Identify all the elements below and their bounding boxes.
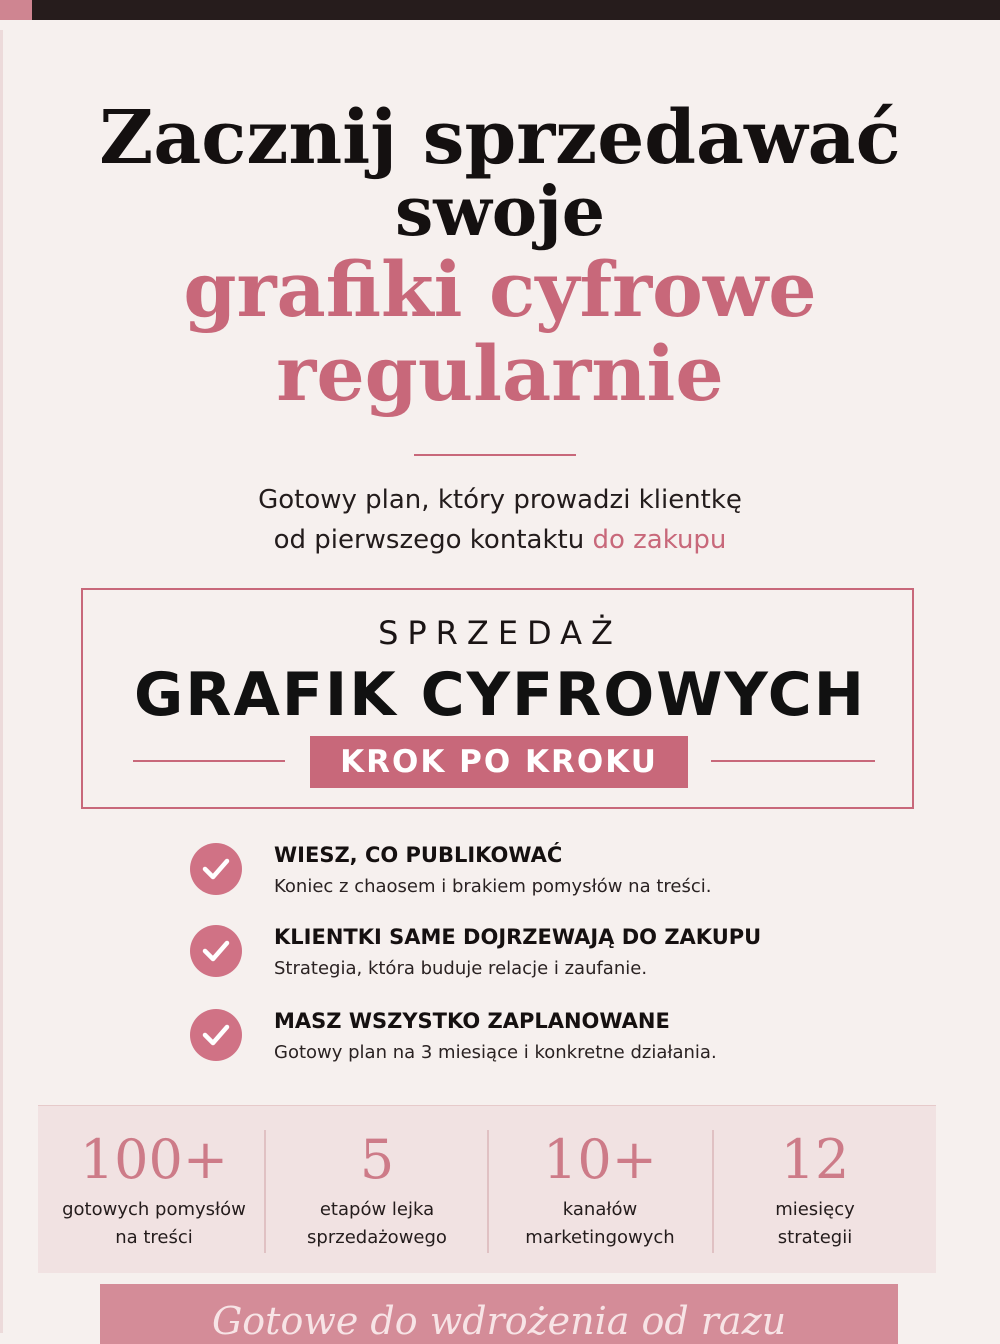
hero-line-4: regularnie	[276, 329, 724, 418]
headline-divider	[414, 454, 576, 456]
product-title: GRAFIK CYFROWYCH	[134, 660, 866, 730]
stat-item	[44, 1106, 264, 1273]
top-bar	[0, 0, 1000, 20]
feature-description: Gotowy plan na 3 miesiące i konkretne działania.	[274, 1042, 717, 1063]
stats-panel	[38, 1105, 936, 1273]
subtitle-highlight: do zakupu	[592, 525, 727, 555]
stat-label-line-1: miesięcy	[775, 1199, 855, 1220]
top-bar-accent	[0, 0, 32, 20]
stat-label-line-2: strategii	[777, 1227, 853, 1248]
stat-number: 10+	[543, 1128, 657, 1191]
subtitle-line-2-text: od pierwszego kontaktu	[273, 525, 593, 555]
stat-label-line-2: na treści	[115, 1227, 193, 1248]
ribbon-line-right	[711, 760, 875, 762]
subtitle-line-1: Gotowy plan, który prowadzi klientkę	[258, 485, 742, 515]
hero-line-1: Zacznij sprzedawać	[99, 95, 901, 181]
stat-item	[714, 1106, 916, 1273]
feature-title: MASZ WSZYSTKO ZAPLANOWANE	[274, 1009, 670, 1033]
check-circle-icon	[190, 925, 242, 977]
stat-label-line-1: etapów lejka	[319, 1199, 435, 1220]
check-circle-icon	[190, 843, 242, 895]
hero-line-3: grafiki cyfrowe	[183, 245, 817, 334]
subtitle-line-2	[0, 520, 1000, 560]
check-circle-icon	[190, 1009, 242, 1061]
stat-label-line-1: gotowych pomysłów	[62, 1199, 246, 1220]
stat-number: 5	[359, 1128, 395, 1191]
cta-banner[interactable]: Gotowe do wdrożenia od razu	[100, 1284, 898, 1344]
feature-title: KLIENTKI SAME DOJRZEWAJĄ DO ZAKUPU	[274, 925, 762, 949]
stat-number: 100+	[79, 1128, 229, 1191]
hero-line-2: swoje	[394, 172, 606, 252]
stat-label-line-2: sprzedażowego	[307, 1227, 447, 1248]
product-kicker: SPRZEDAŻ	[378, 614, 622, 652]
stat-item	[266, 1106, 488, 1273]
stat-item	[489, 1106, 711, 1273]
stat-number: 12	[780, 1128, 850, 1191]
feature-title: WIESZ, CO PUBLIKOWAĆ	[274, 843, 563, 867]
product-ribbon: KROK PO KROKU	[310, 736, 688, 788]
hero-headline	[0, 92, 1000, 416]
subtitle	[0, 480, 1000, 560]
stat-label-line-1: kanałów	[562, 1199, 638, 1220]
ribbon-line-left	[133, 760, 285, 762]
feature-description: Strategia, która buduje relacje i zaufanie.	[274, 958, 648, 979]
stat-label-line-2: marketingowych	[525, 1227, 675, 1248]
feature-description: Koniec z chaosem i brakiem pomysłów na treści.	[274, 876, 712, 897]
